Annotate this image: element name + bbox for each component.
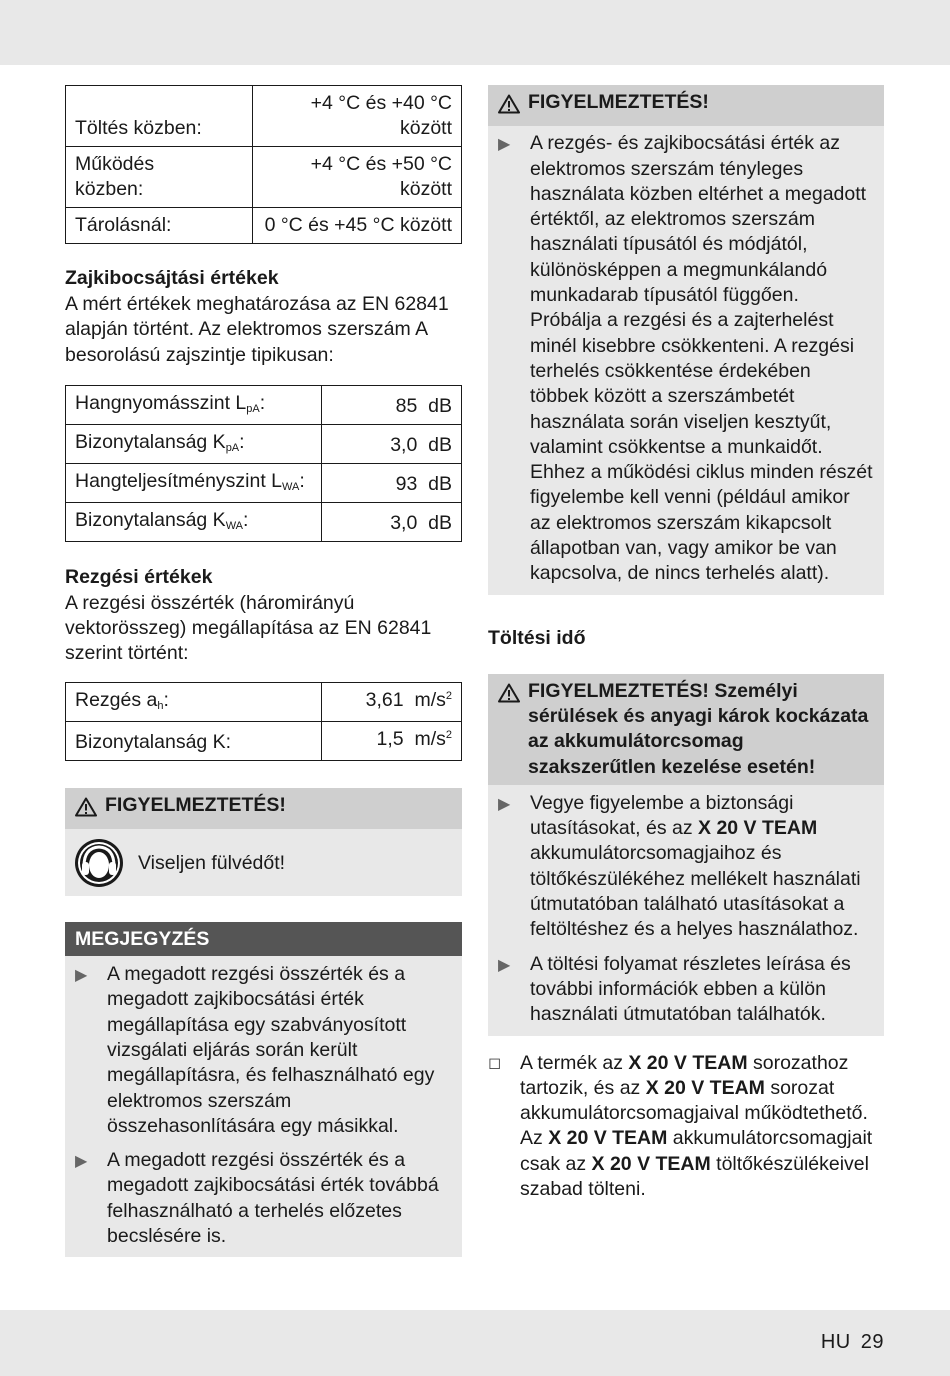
vibration-heading: Rezgési értékek [65, 565, 213, 588]
charging-heading: Töltési idő [488, 626, 586, 649]
note-box [65, 922, 462, 1257]
list-item-text: A töltési folyamat részletes leírása és további információk ebben a külön használati útmutatóban találhatók. [530, 952, 851, 1026]
right-column [488, 85, 884, 1202]
table-row [66, 385, 462, 424]
product-note-text: A termék az X 20 V TEAM sorozathoz tartozik, és az X 20 V TEAM sorozat akkumulátorcsomagjaival működtethető. Az X 20 V TEAM akkumulátorcsomagjait csak az X 20 V TEAM töltőkészülékeivel szabad tölteni. [520, 1051, 873, 1200]
list-item [498, 131, 874, 586]
table-cell-label: Töltés közben: [66, 86, 253, 147]
table-cell-label: Működés közben: [66, 147, 253, 208]
temperature-table [65, 85, 462, 244]
warning-header [488, 674, 884, 785]
list-item [498, 791, 874, 943]
list-item-text: A megadott rezgési összérték és a megadott zajkibocsátási érték továbbá felhasználható a terhelés előzetes becslésére is. [107, 1149, 439, 1248]
page-footer [821, 1331, 884, 1354]
warning-title: FIGYELMEZTETÉS! [105, 793, 286, 816]
arrow-bullet-icon: ▶ [75, 1153, 88, 1171]
list-item [498, 952, 874, 1028]
list-item [75, 962, 452, 1139]
list-item [75, 1148, 452, 1249]
warning-header [65, 788, 462, 829]
table-cell-label: Hangnyomásszint LpA: [66, 385, 322, 424]
table-cell-value: +4 °C és +40 °C között [253, 86, 462, 147]
table-cell-value: 3,0 dB [322, 424, 462, 463]
product-note [488, 1051, 884, 1203]
square-bullet-icon: ◻ [488, 1054, 502, 1072]
note-title: MEGJEGYZÉS [65, 922, 462, 956]
arrow-bullet-icon: ▶ [498, 136, 511, 154]
noise-heading: Zajkibocsájtási értékek [65, 267, 279, 289]
warning-list [488, 785, 884, 1036]
table-cell-value: 3,61 $m/s^2$ [322, 682, 462, 721]
table-cell-value: 85 dB [322, 385, 462, 424]
warning-title: FIGYELMEZTETÉS! Személyi sérülések és anyagi károk kockázata az akkumulátorcsomag szakszerűtlen kezelése esetén! [528, 679, 869, 778]
ear-protection-warning [65, 788, 462, 896]
noise-table [65, 385, 462, 542]
vibration-table [65, 682, 462, 761]
table-row [66, 721, 462, 760]
table-cell-label: Hangteljesítményszint LWA: [66, 463, 322, 502]
table-cell-label: Rezgés ah: [66, 682, 322, 721]
warning-list [488, 126, 884, 594]
table-cell-value: 0 °C és +45 °C között [253, 208, 462, 244]
language-code: HU [820, 1331, 851, 1353]
table-row [66, 463, 462, 502]
table-cell-value: +4 °C és +50 °C között [253, 147, 462, 208]
table-row [66, 147, 462, 208]
vibration-intro: A rezgési összérték (háromirányú vektorösszeg) megállapítása az EN 62841 szerint történt: [65, 591, 432, 665]
table-row [66, 208, 462, 244]
vibration-warning [488, 85, 884, 595]
page-number: 29 [860, 1331, 884, 1353]
table-cell-label: Bizonytalanság KWA: [66, 502, 322, 541]
table-row [66, 424, 462, 463]
warning-triangle-icon [498, 90, 520, 121]
arrow-bullet-icon: ▶ [498, 795, 511, 813]
table-row [66, 502, 462, 541]
note-list [65, 956, 462, 1257]
table-cell-label: Tárolásnál: [66, 208, 253, 244]
table-cell-value: 3,0 dB [322, 502, 462, 541]
table-cell-label: Bizonytalanság K: [66, 721, 322, 760]
list-item-text: A megadott rezgési összérték és a megadott zajkibocsátási érték megállapítása egy szabványosított vizsgálati eljárás során került megállapításra, és felhasználható egy elektromos szerszám összehasonlítására egy másikkal. [107, 963, 435, 1137]
warning-title: FIGYELMEZTETÉS! [528, 91, 709, 113]
footer-band [0, 1310, 950, 1376]
noise-intro: A mért értékek meghatározása az EN 62841 alapján történt. Az elektromos szerszám A besorolású zajszintje tipikusan: [65, 293, 449, 366]
warning-triangle-icon [75, 793, 97, 824]
table-cell-value: 93 dB [322, 463, 462, 502]
warning-body [65, 829, 462, 896]
table-cell-value: 1,5 $m/s^2$ [322, 721, 462, 760]
list-item-text: Vegye figyelembe a biztonsági utasításokat, és az X 20 V TEAM akkumulátorcsomagjaihoz és töltőkészülékéhez mellékelt használati útmutatóban található utasításokat a feltöltéshez és a helyes használathoz. [530, 791, 861, 941]
table-row [66, 682, 462, 721]
table-cell-label: Bizonytalanság KpA: [66, 424, 322, 463]
charging-warning [488, 674, 884, 1036]
arrow-bullet-icon: ▶ [498, 956, 511, 974]
table-row [66, 86, 462, 147]
list-item-text: A rezgés- és zajkibocsátási érték az elektromos szerszám tényleges használata közben eltérhet a megadott értéktől, az elektromos szerszám használati típusától és módjától, különösképpen a megmunkálandó munkadarab típusától függően. Próbálja a rezgési és a zajterhelést minél kisebbre csökkenteni. A rezgési terhelés csökkentése érdekében többek között a szerszámbetét használata során viseljen kesztyűt, valamint csökkentse a munkaidőt. Ehhez a működési ciklus minden részét figyelembe kell venni (például amikor az elektromos szerszám kikapcsolt állapotban van, vagy amikor be van kapcsolva, de nincs terhelés alatt). [530, 132, 873, 585]
left-column [65, 85, 462, 1257]
warning-header [488, 85, 884, 126]
warning-triangle-icon [498, 679, 520, 780]
ear-protection-icon [74, 838, 124, 888]
arrow-bullet-icon: ▶ [75, 967, 88, 985]
warning-text: Viseljen fülvédőt! [138, 851, 286, 874]
top-band [0, 0, 950, 65]
